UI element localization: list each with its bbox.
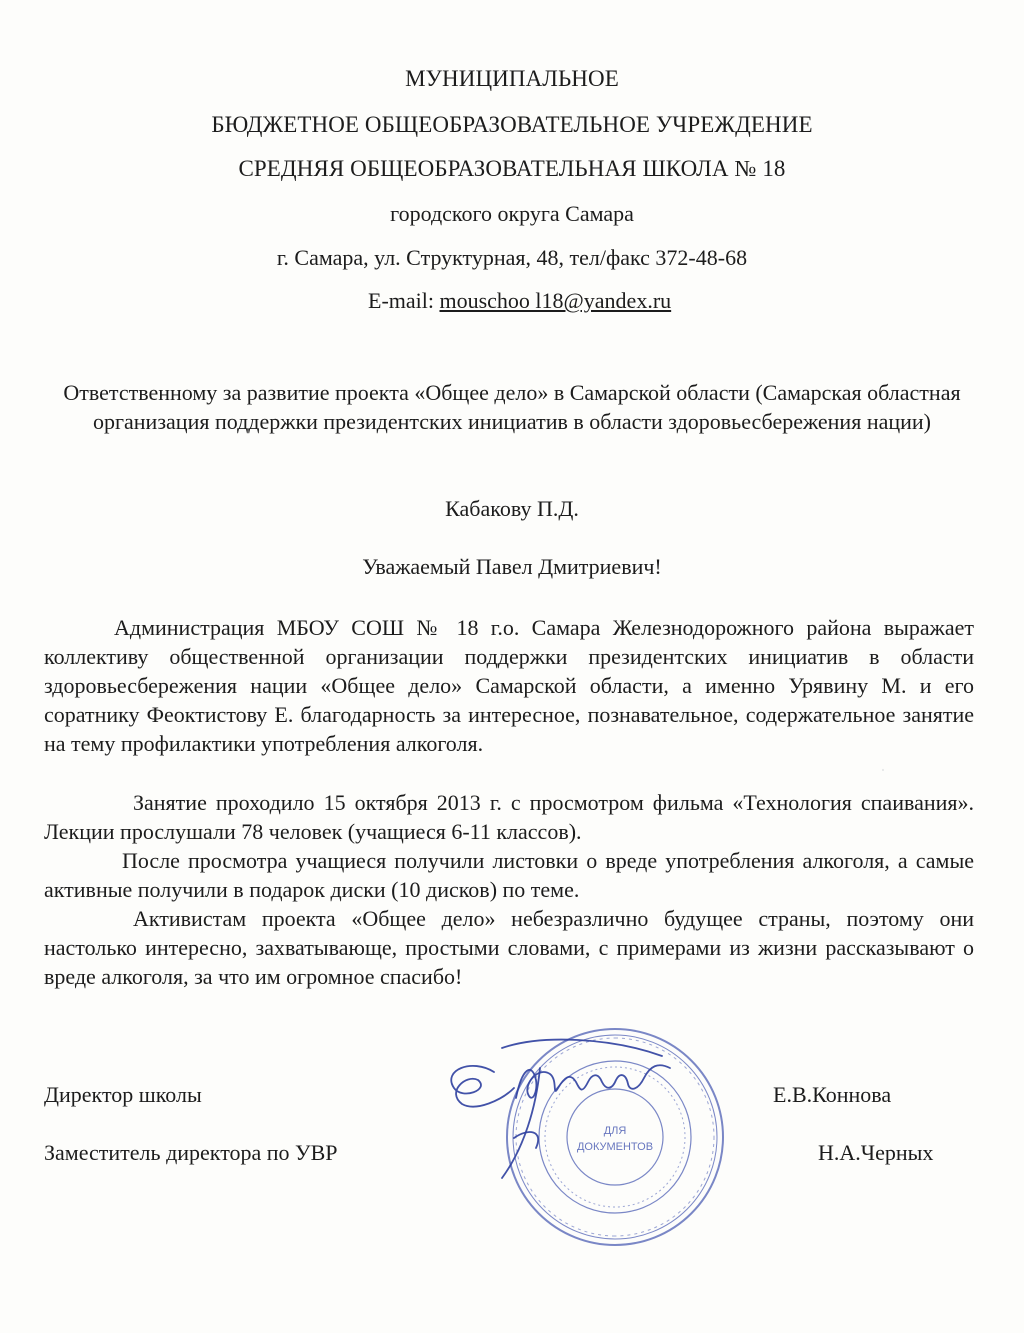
director-name: Е.В.Коннова: [773, 1082, 892, 1107]
header-line-1: МУНИЦИПАЛЬНОЕ: [405, 66, 619, 91]
bleed-through-mark: ·: [880, 760, 886, 780]
director-title: Директор школы: [44, 1082, 202, 1107]
email-link[interactable]: mouschoo l18@yandex.ru: [439, 288, 672, 313]
body-paragraph-1: Администрация МБОУ СОШ № 18 г.о. Самара Железнодорожного района выражает коллективу общественной организации поддержки президентских инициатив в области здоровьесбережения нации «Общее дело» Самарской области, а именно Урявину М. и его соратнику Феоктистову Е. благодарность за интересное, познавательное, содержательное занятие на тему профилактики употребления алкоголя.: [44, 615, 974, 756]
body-paragraph-2: Занятие проходило 15 октября 2013 г. с просмотром фильма «Технология спаивания». Лекции прослушали 78 человек (учащиеся 6-11 классов).: [44, 790, 974, 844]
school-address: г. Самара, ул. Структурная, 48, тел/факс 372-48-68: [276, 245, 748, 270]
header-line-4: городского округа Самара: [390, 201, 634, 226]
body-paragraph-4: Активистам проекта «Общее дело» небезразлично будущее страны, поэтому они настолько интересно, захватывающе, простыми словами, с примерами из жизни рассказывают о вреде алкоголя, за что им огромное спасибо!: [44, 906, 974, 989]
recipient-name: Кабакову П.Д.: [445, 496, 579, 521]
header-line-3: СРЕДНЯЯ ОБЩЕОБРАЗОВАТЕЛЬНАЯ ШКОЛА № 18: [238, 156, 786, 181]
recipient-block: Ответственному за развитие проекта «Общее дело» в Самарской области (Самарская областная организация поддержки президентских инициатив в области здоровьесбережения нации): [63, 380, 961, 434]
email-label: E-mail:: [368, 288, 440, 313]
stamp-center-text-2: ДОКУМЕНТОВ: [576, 1141, 654, 1153]
email-line: [368, 288, 671, 314]
header-line-2: БЮДЖЕТНОЕ ОБЩЕОБРАЗОВАТЕЛЬНОЕ УЧРЕЖДЕНИЕ: [211, 112, 813, 137]
handwritten-signature: [432, 1028, 692, 1188]
body-paragraph-3: После просмотра учащиеся получили листовки о вреде употребления алкоголя, а самые активные получили в подарок диски (10 дисков) по теме.: [44, 848, 974, 902]
stamp-center-text-1: ДЛЯ: [603, 1125, 627, 1137]
deputy-name: Н.А.Черных: [818, 1140, 934, 1165]
deputy-title: Заместитель директора по УВР: [44, 1140, 338, 1165]
salutation: Уважаемый Павел Дмитриевич!: [362, 554, 662, 579]
